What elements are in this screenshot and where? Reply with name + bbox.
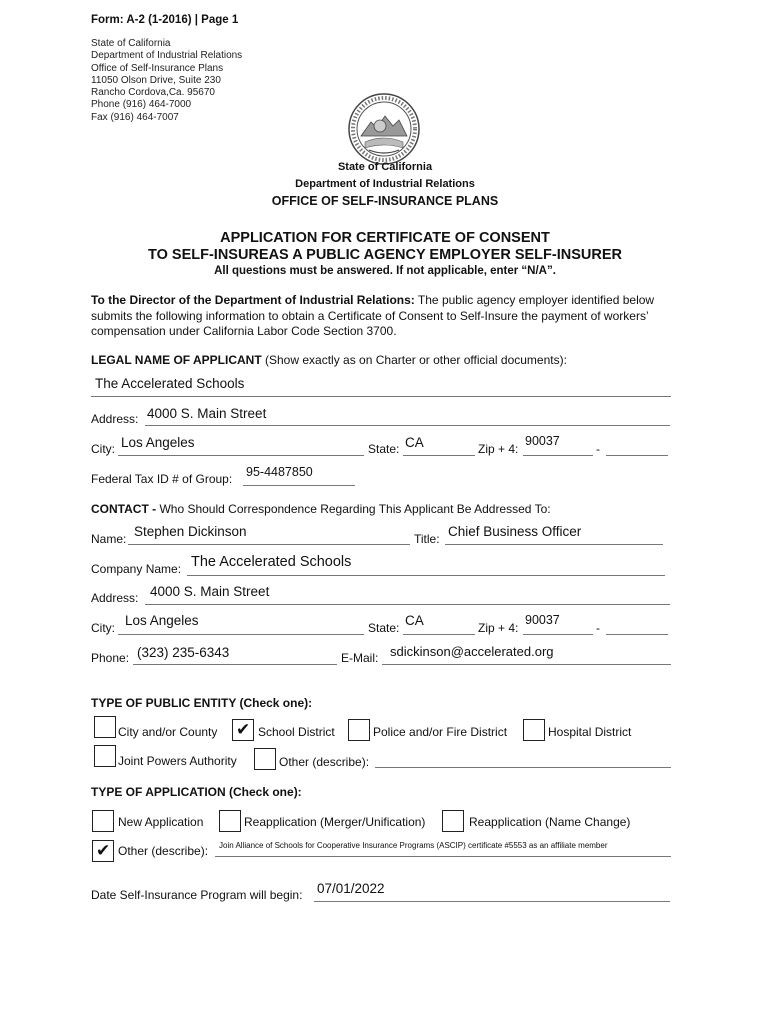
contact-zip-line <box>523 634 593 635</box>
entity-other-line[interactable] <box>375 767 671 768</box>
zip-line <box>523 455 593 456</box>
entity-police-fire-checkbox[interactable] <box>348 719 370 741</box>
header-department: Department of Industrial Relations <box>295 178 475 190</box>
app-option-label: Reapplication (Name Change) <box>469 815 631 829</box>
app-other-field[interactable]: Join Alliance of Schools for Cooperative Insurance Programs (ASCIP) certificate #5553 as an affiliate member <box>219 841 608 850</box>
app-new-checkbox[interactable] <box>92 810 114 832</box>
app-merger-checkbox[interactable] <box>219 810 241 832</box>
agency-line: 11050 Olson Drive, Suite 230 <box>91 74 221 86</box>
agency-line: Phone (916) 464-7000 <box>91 99 192 111</box>
company-field[interactable]: The Accelerated Schools <box>191 554 352 570</box>
company-line <box>187 575 665 576</box>
phone-line <box>133 664 337 665</box>
contact-zip-label: Zip + 4: <box>478 621 519 635</box>
legal-name-label: LEGAL NAME OF APPLICANT (Show exactly as on Charter or other official documents): <box>91 353 567 367</box>
contact-state-label: State: <box>368 621 400 635</box>
address-field[interactable]: 4000 S. Main Street <box>147 406 267 421</box>
check-mark-icon: ✔ <box>96 841 111 861</box>
entity-option-label: Hospital District <box>548 725 632 739</box>
phone-field[interactable]: (323) 235-6343 <box>137 645 230 660</box>
entity-hospital-checkbox[interactable] <box>523 719 545 741</box>
contact-title-label: Title: <box>414 532 440 546</box>
entity-other-checkbox[interactable] <box>254 748 276 770</box>
zip-label: Zip + 4: <box>478 442 519 456</box>
intro-bold: To the Director of the Department of Industrial Relations: <box>91 293 415 307</box>
zip-dash: - <box>596 442 600 456</box>
entity-option-label: Police and/or Fire District <box>373 725 508 739</box>
start-date-line <box>314 901 670 902</box>
zip-field[interactable]: 90037 <box>525 434 560 448</box>
contact-label: CONTACT - Who Should Correspondence Regarding This Applicant Be Addressed To: <box>91 502 551 516</box>
app-option-label: New Application <box>118 815 204 829</box>
contact-city-field[interactable]: Los Angeles <box>125 613 199 628</box>
app-option-label: Other (describe): <box>118 844 209 858</box>
agency-line: Rancho Cordova,Ca. 95670 <box>91 87 215 99</box>
form-instructions: All questions must be answered. If not applicable, enter “N/A”. <box>214 265 556 277</box>
start-date-field[interactable]: 07/01/2022 <box>317 881 385 896</box>
contact-state-field[interactable]: CA <box>405 613 424 628</box>
form-id: Form: A-2 (1-2016) | Page 1 <box>91 14 239 26</box>
agency-address-block <box>91 38 242 124</box>
contact-city-label: City: <box>91 621 115 635</box>
app-other-checkbox[interactable] <box>92 840 114 862</box>
city-line <box>118 455 364 456</box>
form-title-line1: APPLICATION FOR CERTIFICATE OF CONSENT <box>220 230 550 246</box>
state-field[interactable]: CA <box>405 435 424 450</box>
legal-name-line <box>91 396 671 397</box>
contact-city-line <box>118 634 364 635</box>
contact-zip-field[interactable]: 90037 <box>525 613 560 627</box>
contact-zip-dash: - <box>596 621 600 635</box>
start-date-label: Date Self-Insurance Program will begin: <box>91 888 303 902</box>
header-office: OFFICE OF SELF-INSURANCE PLANS <box>271 194 499 208</box>
contact-title-line <box>445 544 663 545</box>
email-label: E-Mail: <box>341 651 379 665</box>
zip-ext-line[interactable] <box>606 455 668 456</box>
contact-address-line <box>145 604 670 605</box>
entity-heading: TYPE OF PUBLIC ENTITY (Check one): <box>91 696 313 710</box>
city-label: City: <box>91 442 115 456</box>
app-name-change-checkbox[interactable] <box>442 810 464 832</box>
entity-jpa-checkbox[interactable] <box>94 745 116 767</box>
intro-paragraph <box>91 293 681 340</box>
agency-line: Department of Industrial Relations <box>91 50 243 62</box>
phone-label: Phone: <box>91 651 130 665</box>
legal-name-field[interactable]: The Accelerated Schools <box>95 376 245 391</box>
application-heading: TYPE OF APPLICATION (Check one): <box>91 785 302 799</box>
contact-title-field[interactable]: Chief Business Officer <box>448 524 582 539</box>
agency-line: Office of Self-Insurance Plans <box>91 62 224 74</box>
company-label: Company Name: <box>91 562 182 576</box>
state-label: State: <box>368 442 400 456</box>
email-field[interactable]: sdickinson@accelerated.org <box>390 644 554 659</box>
entity-option-label: City and/or County <box>118 725 218 739</box>
contact-address-label: Address: <box>91 591 139 605</box>
agency-line: State of California <box>91 38 171 49</box>
header-state: State of California <box>337 161 433 173</box>
address-line <box>145 425 670 426</box>
tax-id-line <box>243 485 355 486</box>
tax-id-label: Federal Tax ID # of Group: <box>91 472 233 486</box>
entity-city-county-checkbox[interactable] <box>94 716 116 738</box>
contact-name-line <box>128 544 410 545</box>
state-line <box>403 455 475 456</box>
tax-id-field[interactable]: 95-4487850 <box>246 465 313 479</box>
entity-option-label: Joint Powers Authority <box>118 754 237 768</box>
entity-option-label: Other (describe): <box>279 755 370 769</box>
app-option-label: Reapplication (Merger/Unification) <box>244 815 426 829</box>
form-title-line2: TO SELF-INSUREAS A PUBLIC AGENCY EMPLOYER SELF-INSURER <box>148 247 622 263</box>
contact-name-label: Name: <box>91 532 127 546</box>
contact-state-line <box>403 634 475 635</box>
contact-zip-ext-line[interactable] <box>606 634 668 635</box>
city-field[interactable]: Los Angeles <box>121 435 195 450</box>
entity-school-district-checkbox[interactable] <box>232 719 254 741</box>
state-seal-icon <box>347 92 421 166</box>
app-other-line <box>215 856 671 857</box>
contact-address-field[interactable]: 4000 S. Main Street <box>150 584 270 599</box>
email-line <box>382 664 671 665</box>
check-mark-icon: ✔ <box>236 720 251 740</box>
contact-name-field[interactable]: Stephen Dickinson <box>134 524 247 539</box>
entity-option-label: School District <box>258 725 335 739</box>
address-label: Address: <box>91 412 139 426</box>
agency-line: Fax (916) 464-7007 <box>91 111 179 123</box>
intro-text: The public agency employer identified below submits the following information to obtain a Certificate of Consent to Self-Insure the payment of workers’ compensation under California Labor Code Section 3700. <box>91 293 655 338</box>
